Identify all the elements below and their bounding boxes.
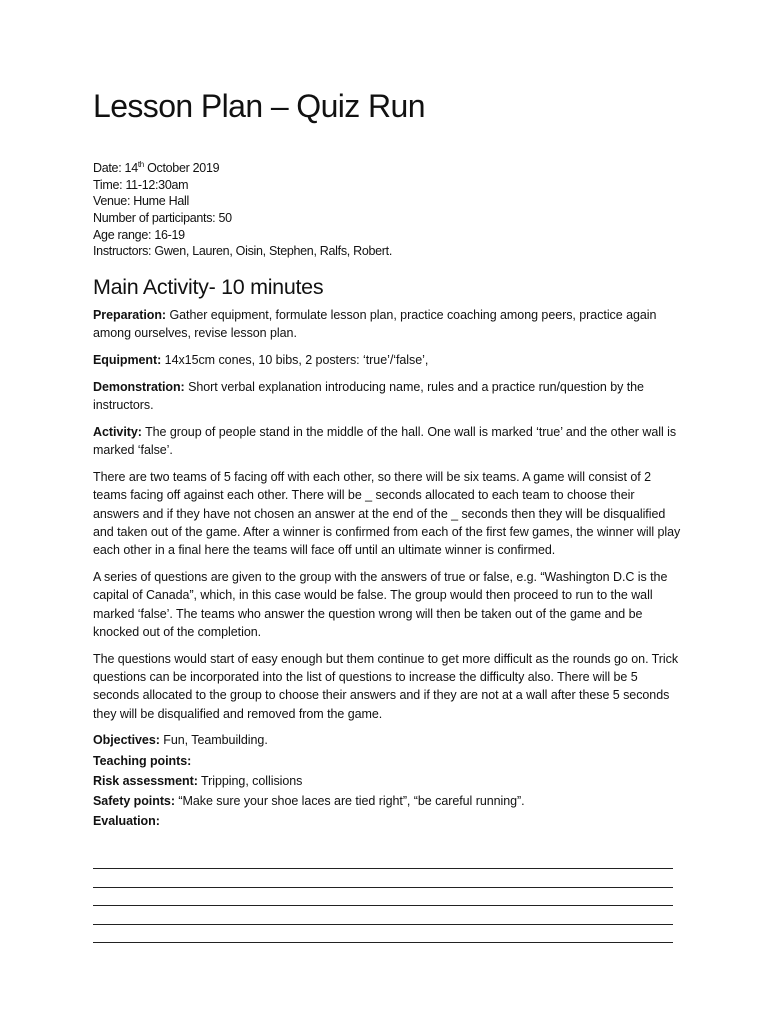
writing-line xyxy=(93,869,673,887)
date-suffix: October 2019 xyxy=(143,161,220,176)
demonstration-label: Demonstration: xyxy=(93,379,185,394)
participants-line: Number of participants: 50 xyxy=(93,210,232,225)
writing-line xyxy=(93,851,673,869)
time-line: Time: 11-12:30am xyxy=(93,177,189,192)
safety-points-label: Safety points: xyxy=(93,793,175,808)
writing-line xyxy=(93,906,673,924)
date-prefix: Date: 14 xyxy=(93,161,138,176)
age-range-line: Age range: 16-19 xyxy=(93,227,185,242)
preparation-label: Preparation: xyxy=(93,308,167,322)
equipment-label: Equipment: xyxy=(93,353,162,368)
evaluation-line xyxy=(93,812,683,830)
lesson-details xyxy=(93,157,392,260)
objectives-label: Objectives: xyxy=(93,733,160,748)
document-title: Lesson Plan – Quiz Run xyxy=(93,88,425,124)
writing-line xyxy=(93,888,673,906)
venue-line: Venue: Hume Hall xyxy=(93,194,189,209)
demonstration-paragraph xyxy=(93,378,683,415)
teaching-points-line xyxy=(93,752,683,770)
date-ordinal: th xyxy=(137,160,144,169)
activity-paragraph xyxy=(93,423,683,460)
safety-points-line xyxy=(93,792,683,810)
teaching-points-label: Teaching points: xyxy=(93,753,192,768)
summary-fields xyxy=(93,731,683,830)
equipment-paragraph xyxy=(93,351,683,369)
activity-body xyxy=(93,306,683,832)
evaluation-label: Evaluation: xyxy=(93,813,160,828)
risk-assessment-label: Risk assessment: xyxy=(93,773,198,788)
risk-assessment-line xyxy=(93,772,683,790)
objectives-line xyxy=(93,731,683,749)
demonstration-text: Short verbal explanation introducing name, rules and a practice run/question by the instructors. xyxy=(93,379,644,413)
evaluation-writing-lines xyxy=(93,851,673,943)
preparation-text: Gather equipment, formulate lesson plan, practice coaching among peers, practice again among ourselves, revise lesson plan. xyxy=(93,308,657,341)
teams-paragraph: There are two teams of 5 facing off with each other, so there will be six teams. A game will consist of 2 teams facing off against each other. There will be _ seconds allocated to each team to choose their answers and if they have not chosen an answer at the end of the _ seconds then they will be disqualified and taken out of the game. After a winner is confirmed from each of the first few games, the winner will play each other in a final here the teams will face off until an ultimate winner is confirmed. xyxy=(93,470,681,558)
questions-paragraph: A series of questions are given to the group with the answers of true or false, e.g. “Washington D.C is the capital of Canada”, which, in this case would be false. The group would then proceed to run to the wall marked ‘false’. The teams who answer the question wrong will then be taken out of the game and be knocked out of the completion. xyxy=(93,570,668,639)
safety-points-text: “Make sure your shoe laces are tied right”, “be careful running”. xyxy=(174,793,525,808)
activity-text: The group of people stand in the middle of the hall. One wall is marked ‘true’ and the other wall is marked ‘false’. xyxy=(93,424,677,458)
difficulty-paragraph: The questions would start of easy enough but them continue to get more difficult as the rounds go on. Trick questions can be incorporated into the list of questions to increase the difficulty also. There will be 5 seconds allocated to the group to choose their answers and if they are not at a wall after these 5 seconds they will be disqualified and removed from the game. xyxy=(93,651,679,721)
activity-label: Activity: xyxy=(93,424,142,439)
objectives-text: Fun, Teambuilding. xyxy=(159,733,268,748)
equipment-text: 14x15cm cones, 10 bibs, 2 posters: ‘true’/‘false’, xyxy=(161,353,429,368)
writing-line xyxy=(93,925,673,943)
instructors-line: Instructors: Gwen, Lauren, Oisin, Stephen, Ralfs, Robert. xyxy=(93,244,393,259)
preparation-paragraph xyxy=(93,306,683,343)
date-line xyxy=(93,157,392,177)
risk-assessment-text: Tripping, collisions xyxy=(197,773,303,788)
main-activity-heading: Main Activity- 10 minutes xyxy=(93,275,324,299)
